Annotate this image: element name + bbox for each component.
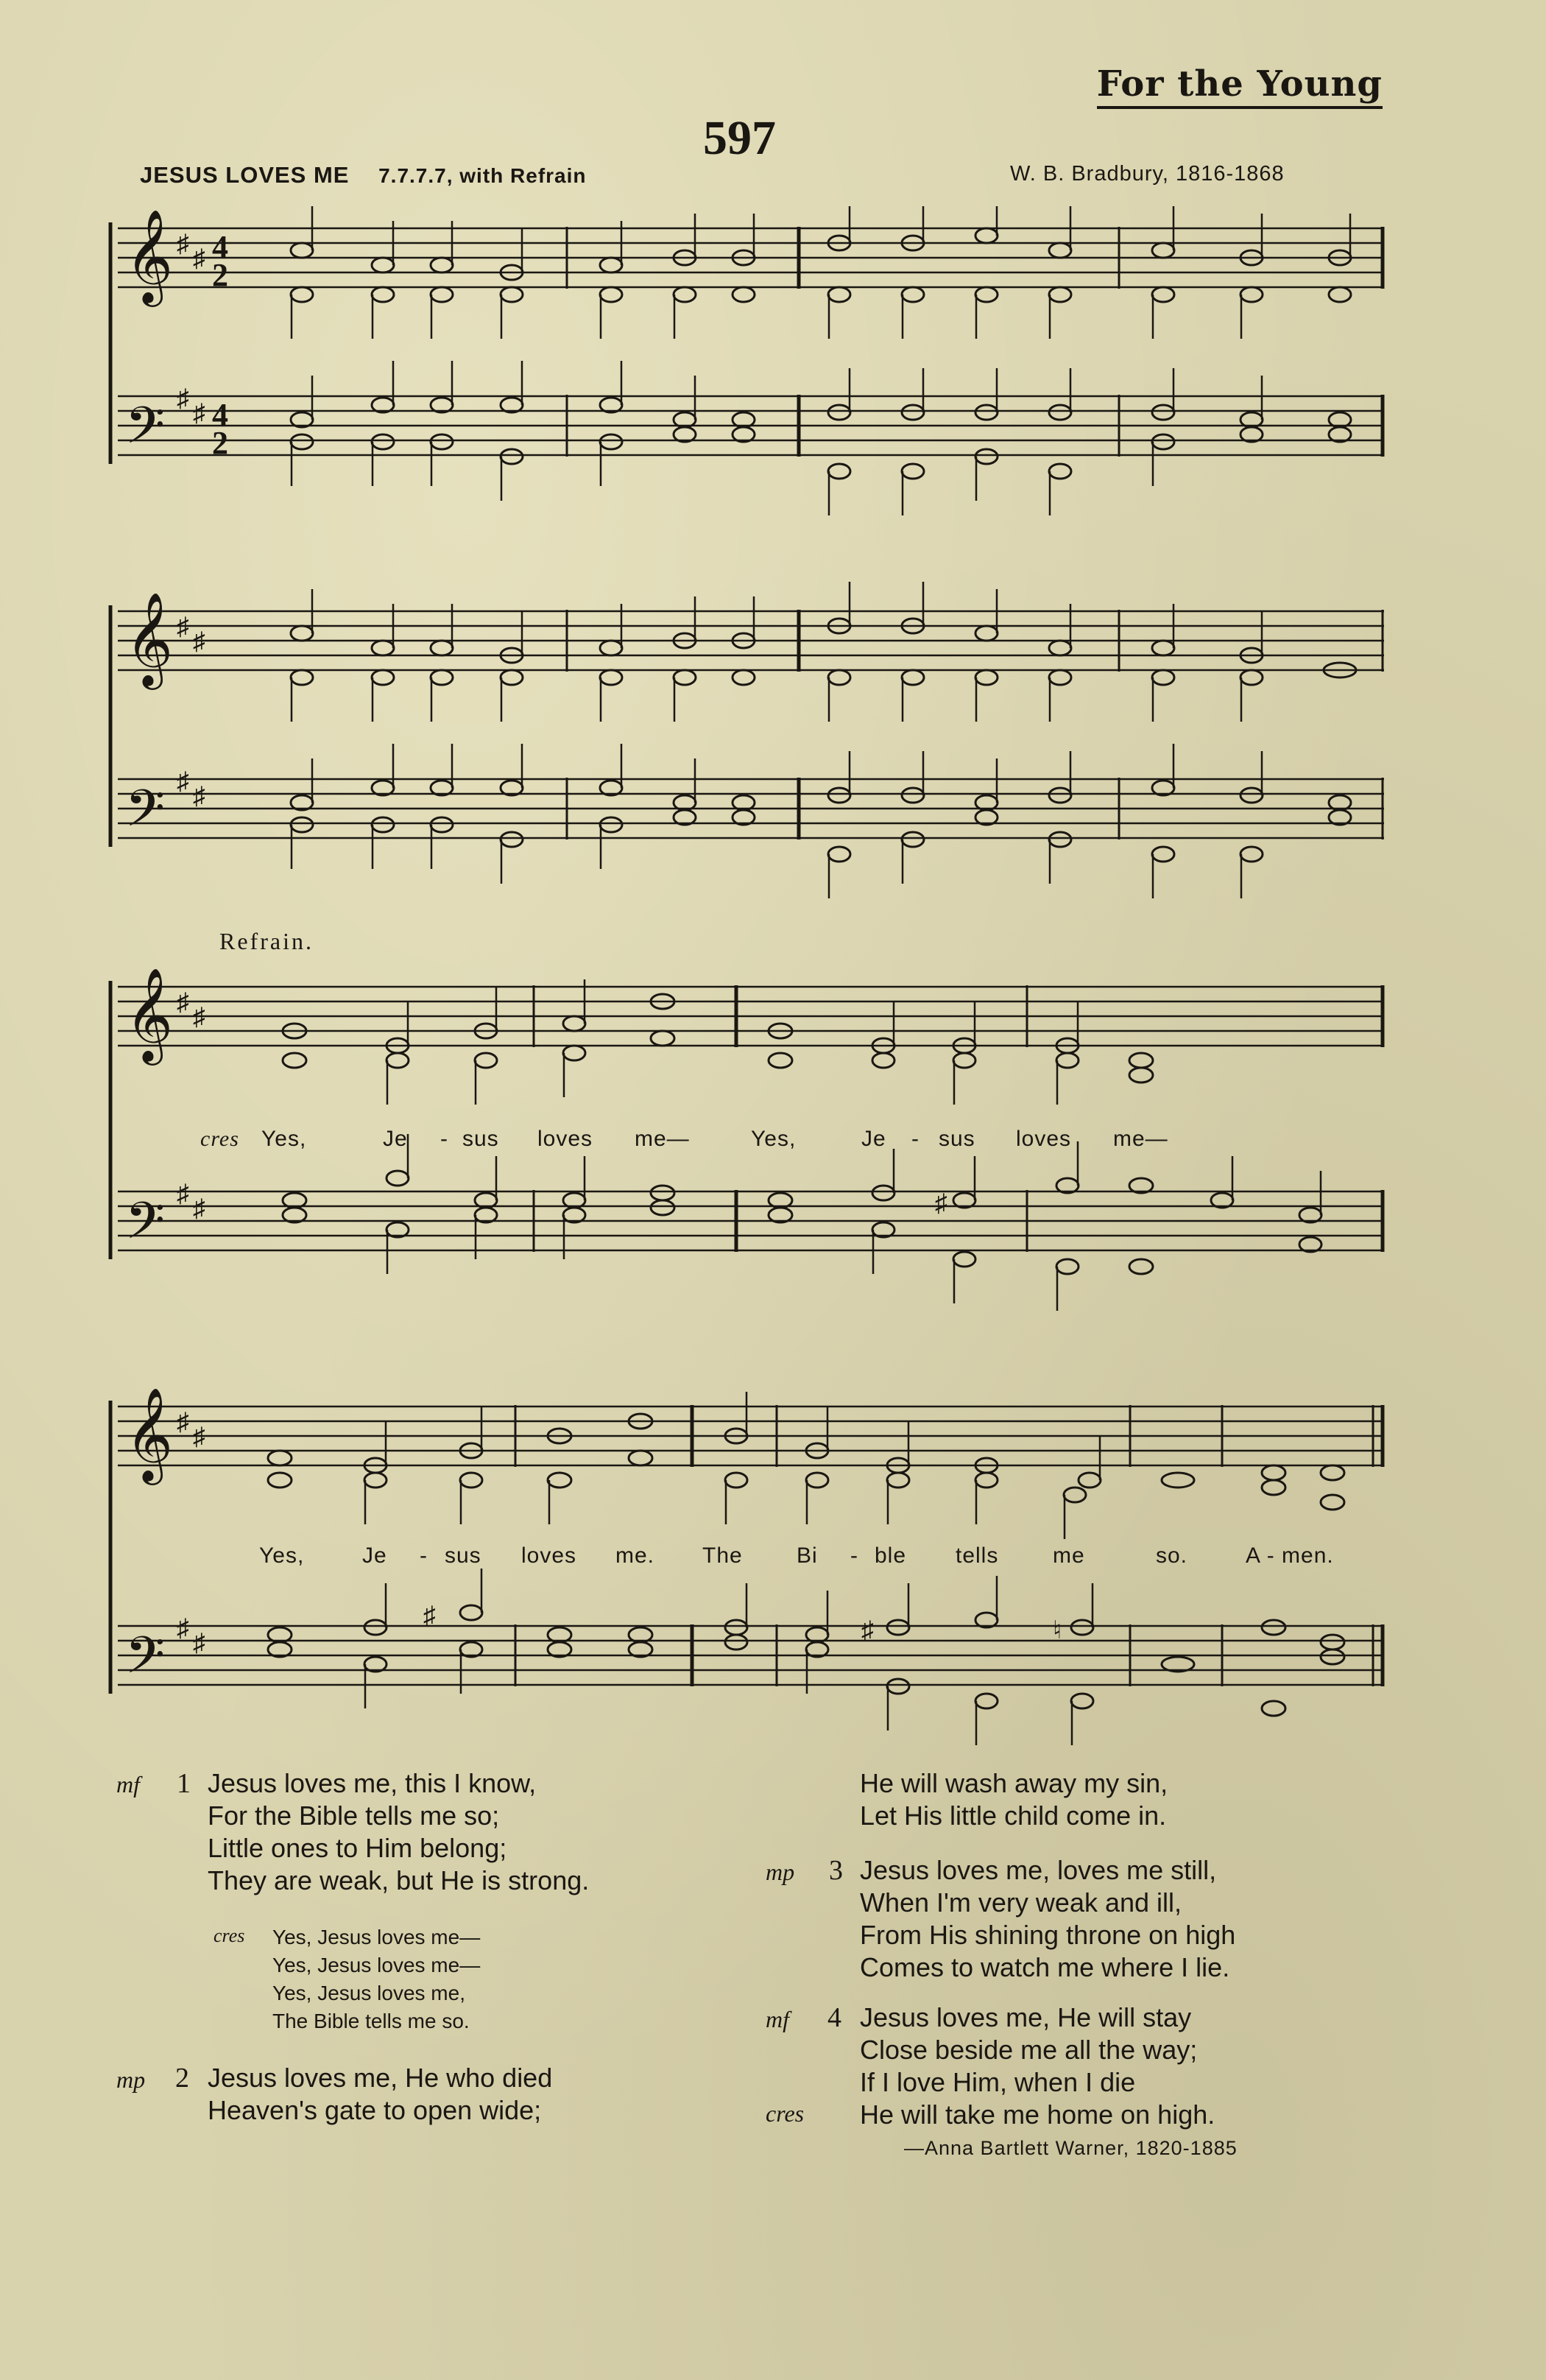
svg-text:♯: ♯ bbox=[177, 989, 189, 1016]
verse-4 bbox=[860, 2001, 1197, 2099]
lyric-syllable: Bi bbox=[797, 1543, 818, 1568]
verse-line: He will wash away my sin, bbox=[860, 1768, 1168, 1798]
svg-text:𝄢: 𝄢 bbox=[125, 395, 166, 468]
svg-text:𝄢: 𝄢 bbox=[125, 778, 166, 851]
verse-2-part-1 bbox=[208, 2062, 552, 2127]
svg-text:♯: ♯ bbox=[177, 1409, 189, 1436]
lyric-syllable: Je bbox=[383, 1127, 408, 1151]
lyric-syllable: loves bbox=[537, 1127, 593, 1151]
chorus-line: Yes, Jesus loves me— bbox=[272, 1926, 481, 1948]
svg-text:2: 2 bbox=[212, 257, 228, 293]
lyric-syllable: A - men. bbox=[1246, 1543, 1334, 1568]
verse-line: Let His little child come in. bbox=[860, 1800, 1167, 1831]
lyricist-credit: —Anna Bartlett Warner, 1820-1885 bbox=[904, 2137, 1238, 2159]
lyric-syllable: - bbox=[850, 1543, 858, 1568]
verse-line: Heaven's gate to open wide; bbox=[208, 2095, 542, 2125]
lyric-syllable: Yes, bbox=[259, 1543, 305, 1568]
verse-line: From His shining throne on high bbox=[860, 1920, 1236, 1950]
verse-line: Jesus loves me, this I know, bbox=[208, 1768, 537, 1798]
music-notation-1 bbox=[103, 206, 1391, 530]
verse-line: Jesus loves me, loves me still, bbox=[860, 1855, 1217, 1885]
lyric-syllable: so. bbox=[1156, 1543, 1188, 1568]
svg-text:♯: ♯ bbox=[177, 1615, 189, 1642]
svg-text:4: 4 bbox=[212, 229, 228, 265]
hymn-number: 597 bbox=[703, 111, 776, 165]
refrain-lyrics-1 bbox=[0, 1127, 1546, 1156]
lyric-syllable: Yes, bbox=[261, 1127, 307, 1151]
svg-text:♯: ♯ bbox=[177, 1180, 189, 1208]
dynamic-mark: cres bbox=[766, 2100, 805, 2127]
svg-text:♯: ♯ bbox=[193, 1630, 205, 1657]
verse-1 bbox=[208, 1767, 589, 1897]
verse-line: He will take me home on high. bbox=[860, 2099, 1215, 2130]
lyric-syllable: loves bbox=[521, 1543, 577, 1568]
lyric-syllable: me— bbox=[635, 1127, 690, 1151]
verse-line: Little ones to Him belong; bbox=[208, 1833, 507, 1863]
svg-text:♯: ♯ bbox=[935, 1190, 947, 1217]
meter: 7.7.7.7, with Refrain bbox=[378, 164, 587, 187]
chorus-line: Yes, Jesus loves me, bbox=[272, 1982, 465, 2004]
lyric-syllable: The bbox=[702, 1543, 743, 1568]
verse-number: 1 bbox=[177, 1768, 191, 1799]
verse-number: 2 bbox=[175, 2063, 189, 2094]
dynamic-mark: cres bbox=[213, 1925, 245, 1946]
music-system-2 bbox=[103, 582, 1391, 906]
verse-2-part-2 bbox=[860, 1767, 1168, 1832]
verse-line: Comes to watch me where I lie. bbox=[860, 1952, 1230, 1982]
lyric-syllable: tells bbox=[956, 1543, 999, 1568]
svg-text:♯: ♯ bbox=[193, 628, 205, 655]
lyric-syllable: me bbox=[1053, 1543, 1085, 1568]
music-system-1 bbox=[103, 206, 1391, 530]
dynamic-mark: mp bbox=[116, 2066, 146, 2093]
svg-text:♯: ♯ bbox=[177, 613, 189, 641]
lyric-syllable: - bbox=[911, 1127, 920, 1151]
verse-chorus bbox=[272, 1923, 480, 2035]
svg-text:♯: ♯ bbox=[193, 1004, 205, 1031]
music-notation-2 bbox=[103, 582, 1391, 906]
svg-text:2: 2 bbox=[212, 425, 228, 461]
svg-text:𝄞: 𝄞 bbox=[125, 967, 174, 1061]
refrain-label: Refrain. bbox=[219, 928, 314, 954]
svg-text:♯: ♯ bbox=[193, 783, 205, 810]
chorus-line: The Bible tells me so. bbox=[272, 2010, 470, 2032]
verse-line: Jesus loves me, He who died bbox=[208, 2063, 553, 2093]
dynamic-mark: mf bbox=[766, 2006, 789, 2032]
verse-number: 3 bbox=[829, 1855, 843, 1886]
lyric-syllable: me. bbox=[615, 1543, 655, 1568]
svg-text:𝄢: 𝄢 bbox=[125, 1191, 166, 1263]
svg-text:𝄞: 𝄞 bbox=[125, 208, 174, 303]
verse-line: When I'm very weak and ill, bbox=[860, 1887, 1182, 1918]
lyric-syllable: Yes, bbox=[751, 1127, 797, 1151]
lyric-syllable: sus bbox=[939, 1127, 975, 1151]
svg-text:♯: ♯ bbox=[193, 1423, 205, 1451]
section-title: For the Young bbox=[1097, 63, 1383, 109]
tune-info bbox=[140, 162, 587, 189]
lyric-syllable: - bbox=[440, 1127, 448, 1151]
verse-4-last-line bbox=[860, 2099, 1215, 2131]
lyric-syllable: me— bbox=[1113, 1127, 1168, 1151]
svg-text:4: 4 bbox=[212, 397, 228, 433]
lyric-syllable: ble bbox=[875, 1543, 907, 1568]
svg-text:♯: ♯ bbox=[177, 230, 189, 258]
verse-line: They are weak, but He is strong. bbox=[208, 1865, 590, 1895]
verse-line: If I love Him, when I die bbox=[860, 2067, 1136, 2097]
svg-text:♯: ♯ bbox=[193, 245, 205, 272]
composer: W. B. Bradbury, 1816-1868 bbox=[1010, 162, 1285, 186]
verse-line: Close beside me all the way; bbox=[860, 2035, 1198, 2065]
verse-line: For the Bible tells me so; bbox=[208, 1800, 500, 1831]
lyric-syllable: Je bbox=[362, 1543, 387, 1568]
lyric-syllable: loves bbox=[1016, 1127, 1072, 1151]
verse-number: 4 bbox=[827, 2002, 841, 2033]
lyric-syllable: - bbox=[420, 1543, 428, 1568]
dynamic-mark: mp bbox=[766, 1859, 795, 1885]
svg-text:♯: ♯ bbox=[423, 1602, 436, 1630]
lyric-syllable: Je bbox=[861, 1127, 886, 1151]
svg-text:♯: ♯ bbox=[177, 385, 189, 412]
lyric-syllable: sus bbox=[462, 1127, 499, 1151]
dynamic-mark: cres bbox=[200, 1127, 239, 1151]
svg-text:♮: ♮ bbox=[1053, 1617, 1062, 1644]
svg-text:♯: ♯ bbox=[193, 400, 205, 427]
verse-line: Jesus loves me, He will stay bbox=[860, 2002, 1192, 2032]
svg-text:♯: ♯ bbox=[177, 768, 189, 795]
tune-name: JESUS LOVES ME bbox=[140, 162, 350, 188]
svg-text:𝄞: 𝄞 bbox=[125, 1387, 174, 1481]
svg-text:♯: ♯ bbox=[193, 1195, 205, 1222]
lyric-syllable: sus bbox=[445, 1543, 481, 1568]
dynamic-mark: mf bbox=[116, 1771, 140, 1798]
svg-text:♯: ♯ bbox=[861, 1617, 874, 1644]
chorus-line: Yes, Jesus loves me— bbox=[272, 1954, 481, 1976]
verse-3 bbox=[860, 1854, 1235, 1984]
refrain-lyrics-2 bbox=[0, 1543, 1546, 1573]
svg-text:𝄞: 𝄞 bbox=[125, 591, 174, 686]
svg-text:𝄢: 𝄢 bbox=[125, 1625, 166, 1697]
